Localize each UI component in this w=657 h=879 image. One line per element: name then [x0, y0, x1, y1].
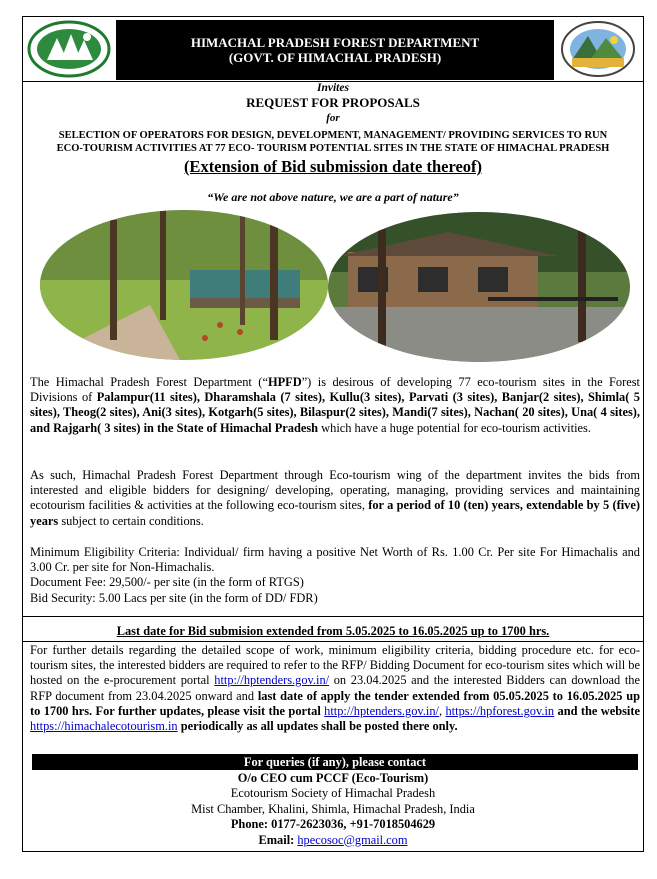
department-title [116, 20, 554, 80]
email-label: Email: [258, 832, 298, 847]
email-link[interactable]: hpecosoc@gmail.com [297, 832, 408, 847]
invites-text: Invites [317, 82, 349, 94]
bid-security-text: Bid Security: 5.00 Lacs per site (in the form of DD/ FDR) [30, 590, 318, 605]
hpforest-link[interactable]: https://hpforest.gov.in [445, 703, 555, 718]
extension-heading: (Extension of Bid submission date thereof) [183, 157, 483, 176]
rfp-heading: REQUEST FOR PROPOSALS [246, 95, 420, 110]
para3-bold-2: and the website [554, 703, 640, 718]
para1-text-3: which have a huge potential for eco-tourism activities. [318, 420, 591, 435]
contact-society: Ecotourism Society of Himachal Pradesh [230, 786, 436, 801]
divider-top [22, 616, 644, 617]
tagline-quote: “We are not above nature, we are a part of nature” [207, 190, 459, 204]
paragraph-invitation [30, 468, 640, 529]
eligibility-criteria [30, 545, 640, 606]
selection-line-1: SELECTION OF OPERATORS FOR DESIGN, DEVELOPMENT, MANAGEMENT/ PROVIDING SERVICES TO RUN [58, 130, 608, 141]
header [22, 16, 644, 82]
hptenders-link-2[interactable]: http://hptenders.gov.in/ [324, 703, 439, 718]
himachalecotourism-link[interactable]: https://himachalecotourism.in [30, 719, 178, 734]
para3-bold-3: periodically as all updates shall be posted there only. [177, 719, 458, 734]
for-text: for [326, 112, 340, 124]
para3-text-2: on 23.04.2025 and the interested Bidders can download the RFP document from 23.04.2025 onward and [30, 673, 640, 703]
para1-bold-hpfd: HPFD [267, 375, 302, 389]
para1-bold-divisions: Palampur(11 sites), Dharamshala (7 sites), Kullu(3 sites), Parvati (3 sites), Banjar(2 sites), Shimla( 5 sites), Theog(2 sites), Ani(3 sites), Kotgarh(5 sites), Bilaspur(2 sites), Mandi(7 sites), Nachan( 20 sites), Una( 4 sites), and Rajgarh( 3 sites) in the State of Himachal Pradesh [30, 390, 640, 435]
selection-line-2: ECO-TOURISM ACTIVITIES AT 77 ECO- TOURISM POTENTIAL SITES IN THE STATE OF HIMACHAL PRADESH [56, 143, 610, 154]
para2-bold-period: for a period of 10 (ten) years, extendable by 5 (five) [368, 498, 640, 513]
department-title-line1: HIMACHAL PRADESH FOREST DEPARTMENT [190, 35, 480, 50]
contact-address: Mist Chamber, Khalini, Shimla, Himachal Pradesh, India [191, 801, 475, 816]
eligibility-text: Minimum Eligibility Criteria: Individual/ firm having a positive Net Worth of Rs. 1.00 Cr. Per site For Himachalis and 3.00 Cr. per site for Non-Himachalis. [30, 545, 640, 575]
para3-bold-1: last date of apply the tender extended from 05.05.2025 to 16.05.2025 up to 1700 hrs. For further updates, please visit the portal [30, 688, 640, 718]
para1-text-2: ”) is desirous of developing 77 eco-tourism sites in the Forest Divisions of [30, 375, 640, 405]
contact-block [22, 771, 644, 848]
document-fee-text: Document Fee: 29,500/- per site (in the form of RTGS) [30, 575, 304, 590]
last-date-heading: Last date for Bid submision extended from 5.05.2025 to 16.05.2025 up to 1700 hrs. [116, 624, 550, 638]
para3-text-1: For further details regarding the detailed scope of work, minimum eligibility criteria, bidding procedure etc. for eco-tourism sites, the interested bidders are required to refer to the RFP/ Bidding Document for eco-tourism sites which will be hosted on the e-procurement portal [30, 643, 640, 688]
ecotourism-site-photo-right [328, 212, 630, 362]
contact-email [22, 833, 644, 848]
para2-text-3: subject to certain conditions. [58, 513, 204, 528]
department-title-line2: (GOVT. OF HIMACHAL PRADESH) [228, 50, 442, 65]
selection-heading [22, 129, 644, 155]
paragraph-intro [30, 375, 640, 436]
queries-heading: For queries (if any), please contact [32, 754, 638, 770]
para2-bold-years: years [30, 513, 59, 528]
hptenders-link[interactable]: http://hptenders.gov.in/ [214, 673, 330, 688]
paragraph-further-details [30, 643, 640, 734]
ecotourism-site-photo-left [40, 210, 328, 360]
divider-bottom [22, 641, 644, 642]
contact-office: O/o CEO cum PCCF (Eco-Tourism) [237, 771, 429, 785]
para2-text-1: As such, Himachal Pradesh Forest Department through Eco-tourism wing of the department invites the bids from interested and eligible bidders for designing/ developing, operating, managing, providing services and maintaining ecotourism facilities & activities at the following eco-tourism sites, [30, 468, 640, 513]
contact-phone: Phone: 0177-2623036, +91-7018504629 [230, 817, 436, 832]
para1-text-1: The Himachal Pradesh Forest Department (“ [30, 375, 268, 389]
ecotourism-society-emblem-icon [558, 20, 638, 78]
para3-text-3: , [439, 703, 446, 718]
hp-forest-department-emblem-icon [27, 20, 111, 78]
